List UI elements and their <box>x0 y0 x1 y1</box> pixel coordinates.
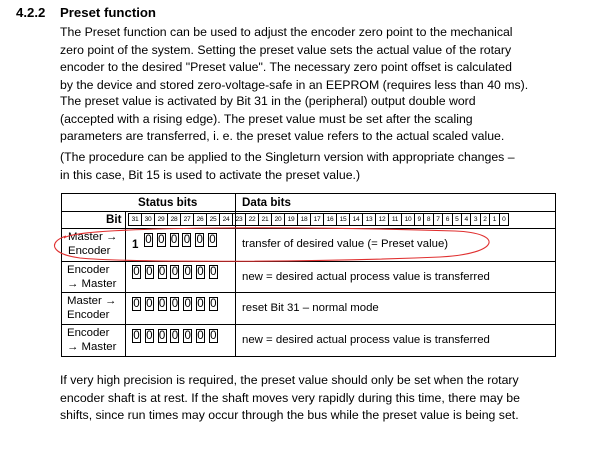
bit-label: Bit <box>106 213 122 226</box>
table-divider <box>61 211 556 212</box>
table-divider <box>61 228 556 229</box>
bit-number-cell: 0 <box>499 213 509 226</box>
bit-number-cell: 26 <box>193 213 207 226</box>
row-description: reset Bit 31 – normal mode <box>242 302 379 314</box>
paragraph-precision-note <box>60 372 605 425</box>
status-bit-value: 0 <box>171 298 179 310</box>
status-bit-value: 0 <box>158 330 166 342</box>
status-bit-value: 0 <box>197 266 204 278</box>
bit-number-cell: 28 <box>167 213 181 226</box>
row-direction: → Master <box>67 341 117 353</box>
text-line: parameters are transferred, i. e. the preset value refers to the actual scaled value. <box>60 129 505 144</box>
status-bit-value: 0 <box>184 266 191 278</box>
status-bit-value: 0 <box>210 298 217 310</box>
text-line: The preset value is activated by Bit 31 in the (peripheral) output double word <box>60 94 476 108</box>
status-bit-value: 0 <box>158 234 165 246</box>
bit-number-cell: 16 <box>323 213 337 226</box>
status-bit-value: 0 <box>197 298 204 310</box>
table-divider <box>61 261 556 262</box>
status-bit-value: 0 <box>184 298 191 310</box>
status-bit-value: 0 <box>210 330 217 342</box>
text-line: encoder shaft is at rest. If the shaft moves very rapidly during this time, there may be <box>60 390 520 405</box>
text-line: If very high precision is required, the preset value should only be set when the rotary <box>60 373 519 387</box>
bit-number-cell: 31 <box>128 213 142 226</box>
status-bit-value: 0 <box>196 234 203 246</box>
status-bit-value: 0 <box>209 234 216 246</box>
bit-number-cell: 11 <box>388 213 402 226</box>
row-direction: Encoder <box>67 327 110 339</box>
status-bit-value: 0 <box>133 330 140 342</box>
row-direction: → Master <box>67 278 117 290</box>
status-bit-value: 0 <box>158 266 166 278</box>
bit-number-cell: 6 <box>442 213 452 226</box>
bit-number-cell: 22 <box>245 213 259 226</box>
table-divider <box>61 324 556 325</box>
status-bit-value: 0 <box>146 330 153 342</box>
bit-number-cell: 13 <box>362 213 376 226</box>
bit-number-cell: 3 <box>470 213 480 226</box>
bit-number-cell: 25 <box>206 213 220 226</box>
bit-number-cell: 21 <box>258 213 272 226</box>
table-divider <box>61 292 556 293</box>
status-bit-value: 0 <box>133 266 140 278</box>
status-bit-value: 0 <box>145 234 152 246</box>
status-bit-value: 0 <box>171 266 179 278</box>
status-bit-value: 0 <box>183 234 191 246</box>
table-divider <box>125 211 126 357</box>
bit-number-cell: 30 <box>141 213 155 226</box>
row-direction: Encoder <box>67 264 110 276</box>
bit-number-cell: 20 <box>271 213 285 226</box>
status-bit-value: 0 <box>133 298 140 310</box>
bit-number-cell: 10 <box>401 213 415 226</box>
data-bits-header: Data bits <box>242 196 291 209</box>
row-direction: Master → <box>68 231 118 243</box>
section-heading <box>16 5 156 20</box>
bit-number-cell: 14 <box>349 213 363 226</box>
text-line: (accepted with a rising edge). The preset value must be set after the scaling <box>60 111 473 126</box>
text-line: shifts, since run times may occur through the bus while the preset value is being set. <box>60 408 519 423</box>
status-bit-value: 0 <box>210 266 217 278</box>
paragraph-preset-intro <box>60 24 605 94</box>
status-bit-value: 0 <box>197 330 204 342</box>
text-line: in this case, Bit 15 is used to activate the preset value.) <box>60 167 361 182</box>
bit-number-cell: 29 <box>154 213 168 226</box>
bit-number-cell: 7 <box>433 213 443 226</box>
status-bit-value: 0 <box>170 234 178 246</box>
bit-number-cell: 23 <box>232 213 246 226</box>
status-bit-value: 0 <box>184 330 191 342</box>
bit-number-cell: 12 <box>375 213 389 226</box>
status-bits-header: Status bits <box>138 196 198 209</box>
bit-number-cell: 8 <box>423 213 433 226</box>
bit-number-cell: 15 <box>336 213 350 226</box>
status-bit-value: 0 <box>158 298 166 310</box>
bit-number-cell: 4 <box>461 213 471 226</box>
bit-number-cell: 27 <box>180 213 194 226</box>
row-description: transfer of desired value (= Preset value) <box>242 238 449 250</box>
paragraph-bit31-activation <box>60 93 605 146</box>
row-description: new = desired actual process value is transferred <box>242 271 490 283</box>
bit-number-cell: 1 <box>489 213 499 226</box>
paragraph-singleturn-note <box>60 149 605 184</box>
text-line: zero point of the system. Setting the preset value sets the actual value of the rotary <box>60 42 512 57</box>
row-direction: Encoder <box>68 245 111 257</box>
section-number: 4.2.2 <box>16 5 46 20</box>
row-direction: Encoder <box>67 309 110 321</box>
bit-number-cell: 18 <box>297 213 311 226</box>
bit-number-cell: 2 <box>480 213 490 226</box>
status-bit-value: 0 <box>171 330 179 342</box>
row-description: new = desired actual process value is transferred <box>242 334 490 346</box>
bit-number-cell: 19 <box>284 213 298 226</box>
bit-number-cell: 17 <box>310 213 324 226</box>
text-line: by the device and stored zero-voltage-safe in an EEPROM (requires less than 40 ms). <box>60 77 529 92</box>
status-bit-value: 0 <box>146 298 153 310</box>
text-line: The Preset function can be used to adjust the encoder zero point to the mechanical <box>60 25 513 39</box>
status-bit-value: 0 <box>146 266 153 278</box>
bit-number-cell: 9 <box>414 213 424 226</box>
text-line: (The procedure can be applied to the Singleturn version with appropriate changes – <box>60 150 515 164</box>
row-direction: Master → <box>67 295 117 307</box>
bit31-value: 1 <box>132 238 139 251</box>
bit-number-cell: 5 <box>452 213 462 226</box>
bit-number-cell: 24 <box>219 213 233 226</box>
text-line: encoder to the desired "Preset value". The necessary zero point offset is calculated <box>60 60 512 75</box>
section-title: Preset function <box>60 5 156 20</box>
